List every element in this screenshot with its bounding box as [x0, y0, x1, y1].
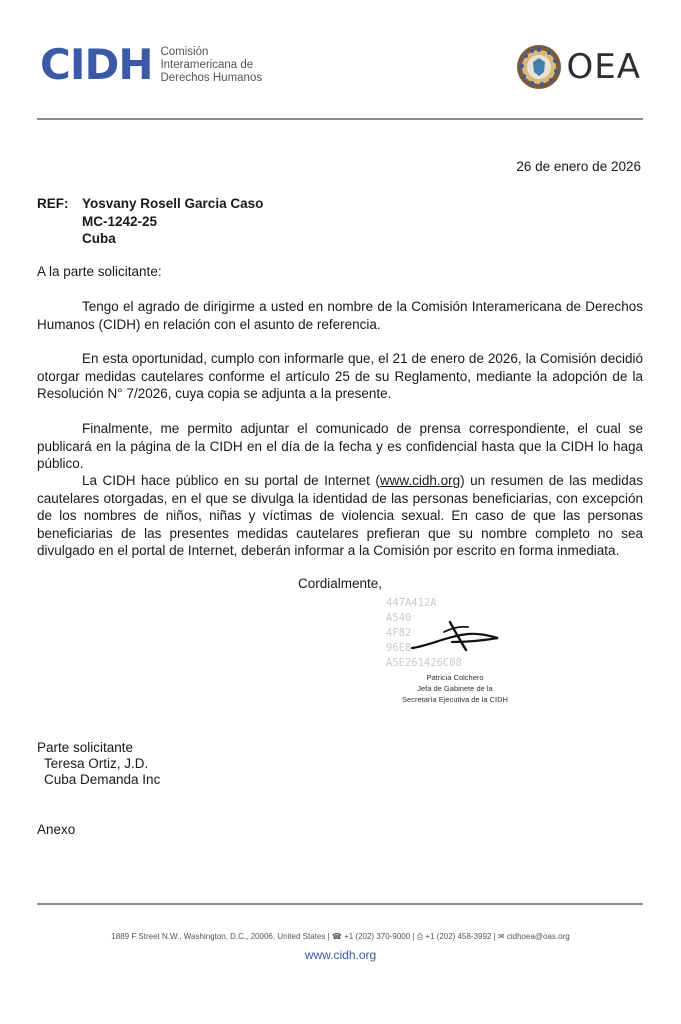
- cidh-name-line: Derechos Humanos: [160, 71, 263, 84]
- hash-line: 447A412A: [386, 597, 437, 609]
- hash-line: A5E261426C08: [386, 657, 462, 669]
- salutation: A la parte solicitante:: [37, 264, 162, 279]
- signer-name: Patricia Colchero: [426, 673, 484, 682]
- cidh-logo-name: [160, 46, 262, 85]
- reference-case-number: MC-1242-25: [82, 213, 158, 229]
- oea-logo: [516, 44, 641, 90]
- reference-name: Yosvany Rosell Garcia Caso: [82, 196, 264, 211]
- para-text: La CIDH hace público en su portal de Internet (: [82, 473, 380, 488]
- letter-date: 26 de enero de 2026: [516, 159, 641, 174]
- para-text: ) un resumen de las medidas cautelares otorgadas, en el que se divulga la identidad de las personas beneficiarias, con excepción de los nombres de niños, niñas y víctimas de violencia sexual. En caso de que las personas beneficiarias de las presentes medidas cautelares prefieran que su nombre completo no sea divulgado en el portal de Internet, deberán informar a la Comisión por escrito en forma inmediata.: [37, 473, 643, 558]
- footer-phone: +1 (202) 370-9000: [344, 932, 411, 941]
- footer-contact: 1889 F Street N.W., Washington, D.C., 20006, United States | ☎ +1 (202) 370-9000 | ⎙ +1 (202) 458-3992 | ✉ cidhoea@oas.org: [111, 932, 570, 941]
- hash-line: A540: [386, 612, 412, 624]
- footer-website-link[interactable]: www.cidh.org: [304, 948, 377, 962]
- closing: Cordialmente,: [298, 576, 383, 591]
- cidh-website-link[interactable]: www.cidh.org: [379, 473, 461, 488]
- signer-block: [385, 672, 525, 705]
- party-organization: Cuba Demanda Inc: [44, 772, 161, 787]
- reference-label: REF:: [37, 196, 69, 211]
- requesting-party-block: [37, 740, 160, 788]
- hash-line: 96E8: [386, 642, 412, 654]
- cidh-name-line: Interamericana de: [160, 58, 254, 71]
- phone-icon: ☎: [331, 932, 342, 941]
- header-divider: [37, 118, 643, 120]
- handwritten-signature: [408, 618, 504, 654]
- footer-email[interactable]: cidhoea@oas.org: [506, 932, 570, 941]
- body-paragraph: Tengo el agrado de dirigirme a usted en nombre de la Comisión Interamericana de Derechos Humanos (CIDH) en relación con el asunto de referencia.: [37, 299, 643, 332]
- oea-logo-text: OEA: [566, 47, 641, 87]
- cidh-logo-mark: CIDH: [40, 40, 153, 89]
- footer-fax: +1 (202) 458-3992: [425, 932, 492, 941]
- signer-title: Secretaría Ejecutiva de la CIDH: [402, 695, 508, 704]
- reference-country: Cuba: [82, 231, 116, 246]
- body-paragraph: Finalmente, me permito adjuntar el comunicado de prensa correspondiente, el cual se publicará en la página de la CIDH en el día de la fecha y es confidencial hasta que la CIDH lo haga público.: [37, 421, 643, 471]
- cidh-name-line: Comisión: [160, 45, 209, 58]
- body-paragraph-publication: [37, 472, 643, 560]
- oea-seal-icon: [516, 44, 562, 90]
- party-label: Parte solicitante: [37, 740, 134, 755]
- footer-address: 1889 F Street N.W., Washington, D.C., 20006, United States: [111, 932, 326, 941]
- mail-icon: ✉: [497, 932, 505, 941]
- signer-title: Jefa de Gabinete de la: [417, 684, 493, 693]
- fax-icon: ⎙: [416, 932, 424, 941]
- cidh-logo: [40, 40, 263, 89]
- party-person: Teresa Ortiz, J.D.: [44, 756, 149, 771]
- hash-line: 4F82: [386, 627, 412, 639]
- body-paragraph: En esta oportunidad, cumplo con informarle que, el 21 de enero de 2026, la Comisión decidió otorgar medidas cautelares conforme el artículo 25 de su Reglamento, mediante la adopción de la Resolución N° 7/2026, cuya copia se adjunta a la presente.: [37, 351, 643, 401]
- annex-label: Anexo: [37, 822, 76, 837]
- footer-divider: [37, 903, 643, 905]
